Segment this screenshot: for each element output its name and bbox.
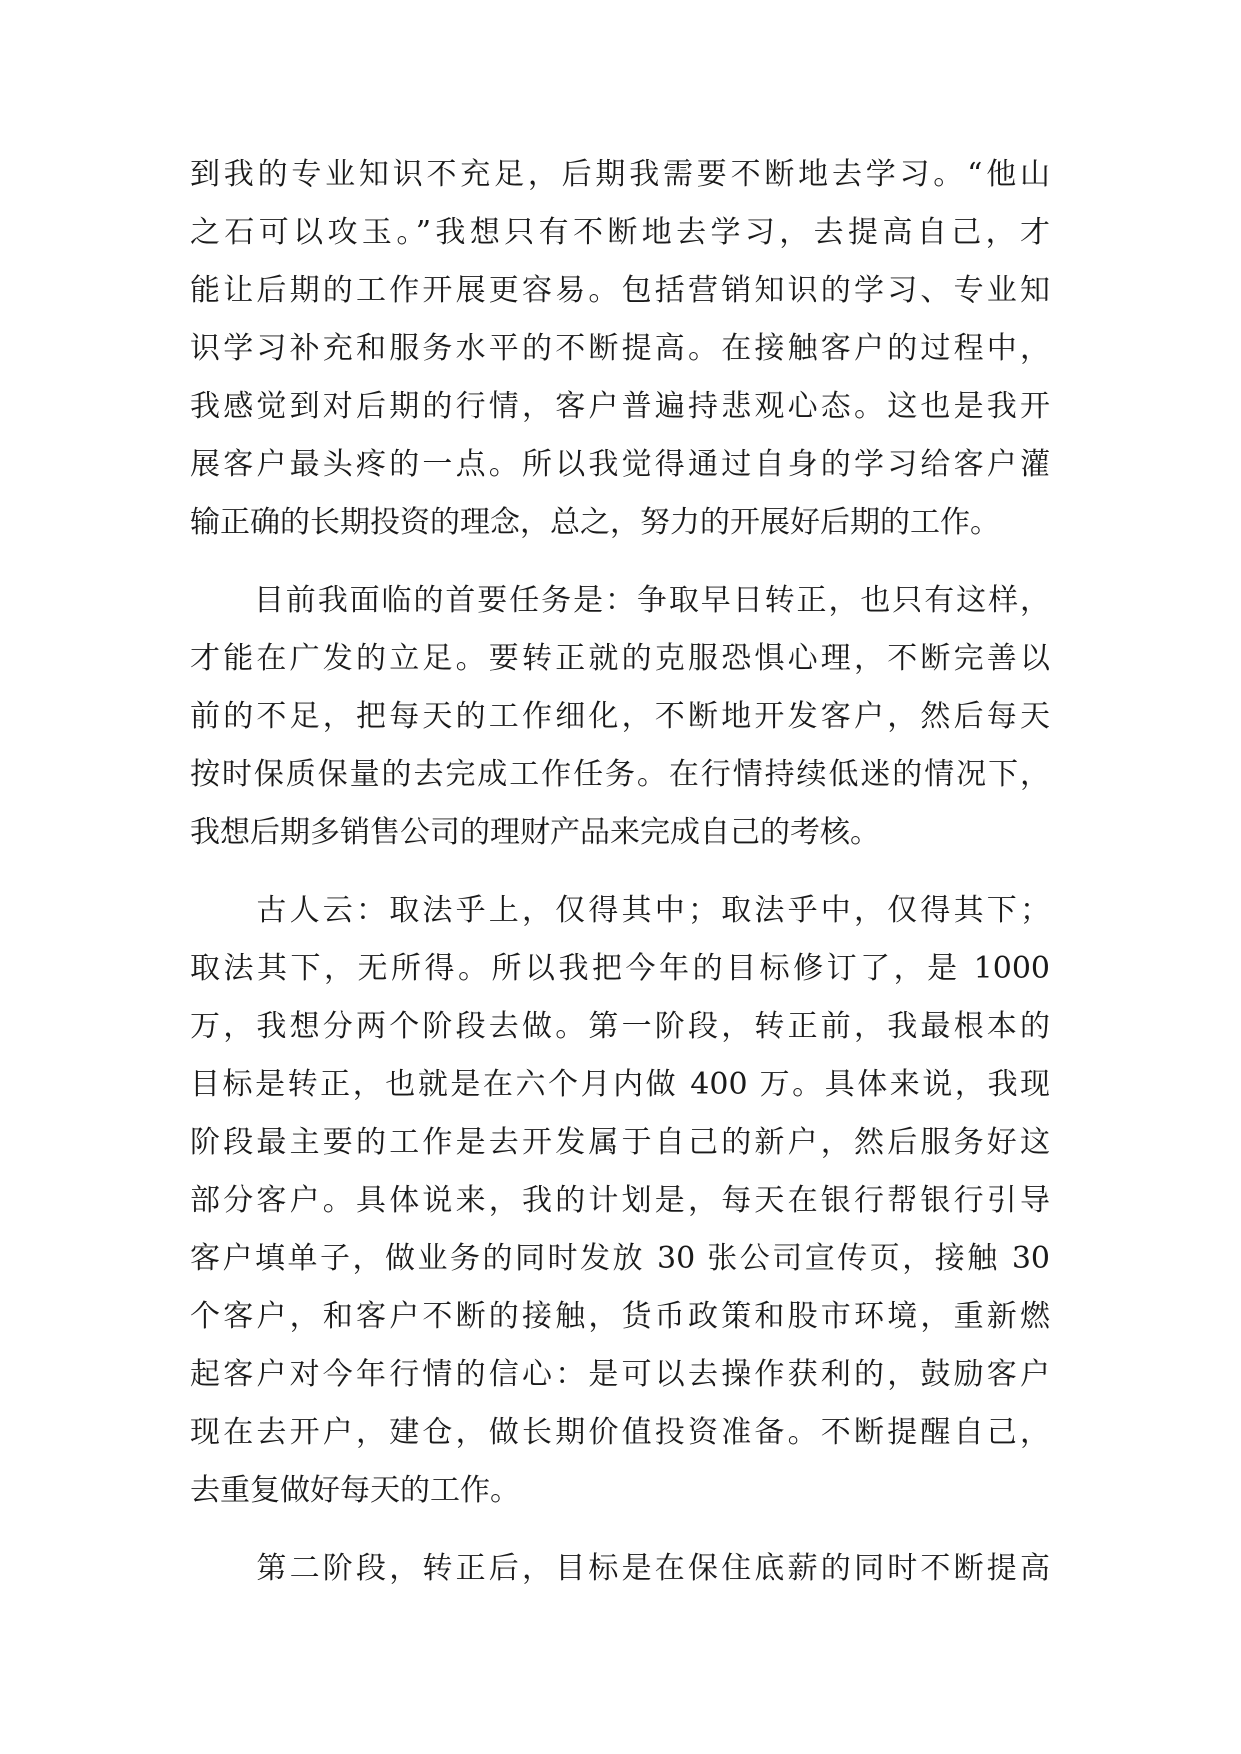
paragraph-gap [190,862,1050,882]
text-line: 取法其下，无所得。所以我把今年的目标修订了，是 1000 [190,951,1050,986]
text-line: 万，我想分两个阶段去做。第一阶段，转正前，我最根本的 [190,1009,1050,1044]
text-line: 目前我面临的首要任务是：争取早日转正，也只有这样， [190,583,1050,618]
text-line: 输正确的长期投资的理念，总之，努力的开展好后期的工作。 [190,505,1000,540]
text-line: 个客户，和客户不断的接触，货币政策和股市环境，重新燃 [190,1299,1050,1334]
text-line: 到我的专业知识不充足，后期我需要不断地去学习。“他山 [190,157,1050,192]
paragraph-1 [190,146,1050,552]
text-line: 古人云：取法乎上，仅得其中；取法乎中，仅得其下； [190,893,1050,928]
text-line: 第二阶段，转正后，目标是在保住底薪的同时不断提高 [190,1551,1050,1586]
text-line: 前的不足，把每天的工作细化，不断地开发客户，然后每天 [190,699,1050,734]
text-line: 目标是转正，也就是在六个月内做 400 万。具体来说，我现 [190,1067,1050,1102]
paragraph-gap [190,552,1050,572]
document-body [190,146,1050,1598]
text-line: 之石可以攻玉。”我想只有不断地去学习，去提高自己，才 [190,215,1050,250]
text-line: 部分客户。具体说来，我的计划是，每天在银行帮银行引导 [190,1183,1050,1218]
text-line: 能让后期的工作开展更容易。包括营销知识的学习、专业知 [190,273,1050,308]
text-line: 我感觉到对后期的行情，客户普遍持悲观心态。这也是我开 [190,389,1050,424]
text-line: 现在去开户，建仓，做长期价值投资准备。不断提醒自己， [190,1415,1050,1450]
text-line: 阶段最主要的工作是去开发属于自己的新户，然后服务好这 [190,1125,1050,1160]
text-line: 我想后期多销售公司的理财产品来完成自己的考核。 [190,815,880,850]
paragraph-gap [190,1520,1050,1540]
text-line: 才能在广发的立足。要转正就的克服恐惧心理，不断完善以 [190,641,1050,676]
paragraph-3 [190,882,1050,1520]
text-line: 按时保质保量的去完成工作任务。在行情持续低迷的情况下， [190,757,1050,792]
text-line: 起客户对今年行情的信心：是可以去操作获利的，鼓励客户 [190,1357,1050,1392]
text-line: 去重复做好每天的工作。 [190,1473,520,1508]
text-line: 客户填单子，做业务的同时发放 30 张公司宣传页，接触 30 [190,1241,1050,1276]
paragraph-2 [190,572,1050,862]
text-line: 识学习补充和服务水平的不断提高。在接触客户的过程中， [190,331,1050,366]
text-line: 展客户最头疼的一点。所以我觉得通过自身的学习给客户灌 [190,447,1050,482]
paragraph-4 [190,1540,1050,1598]
